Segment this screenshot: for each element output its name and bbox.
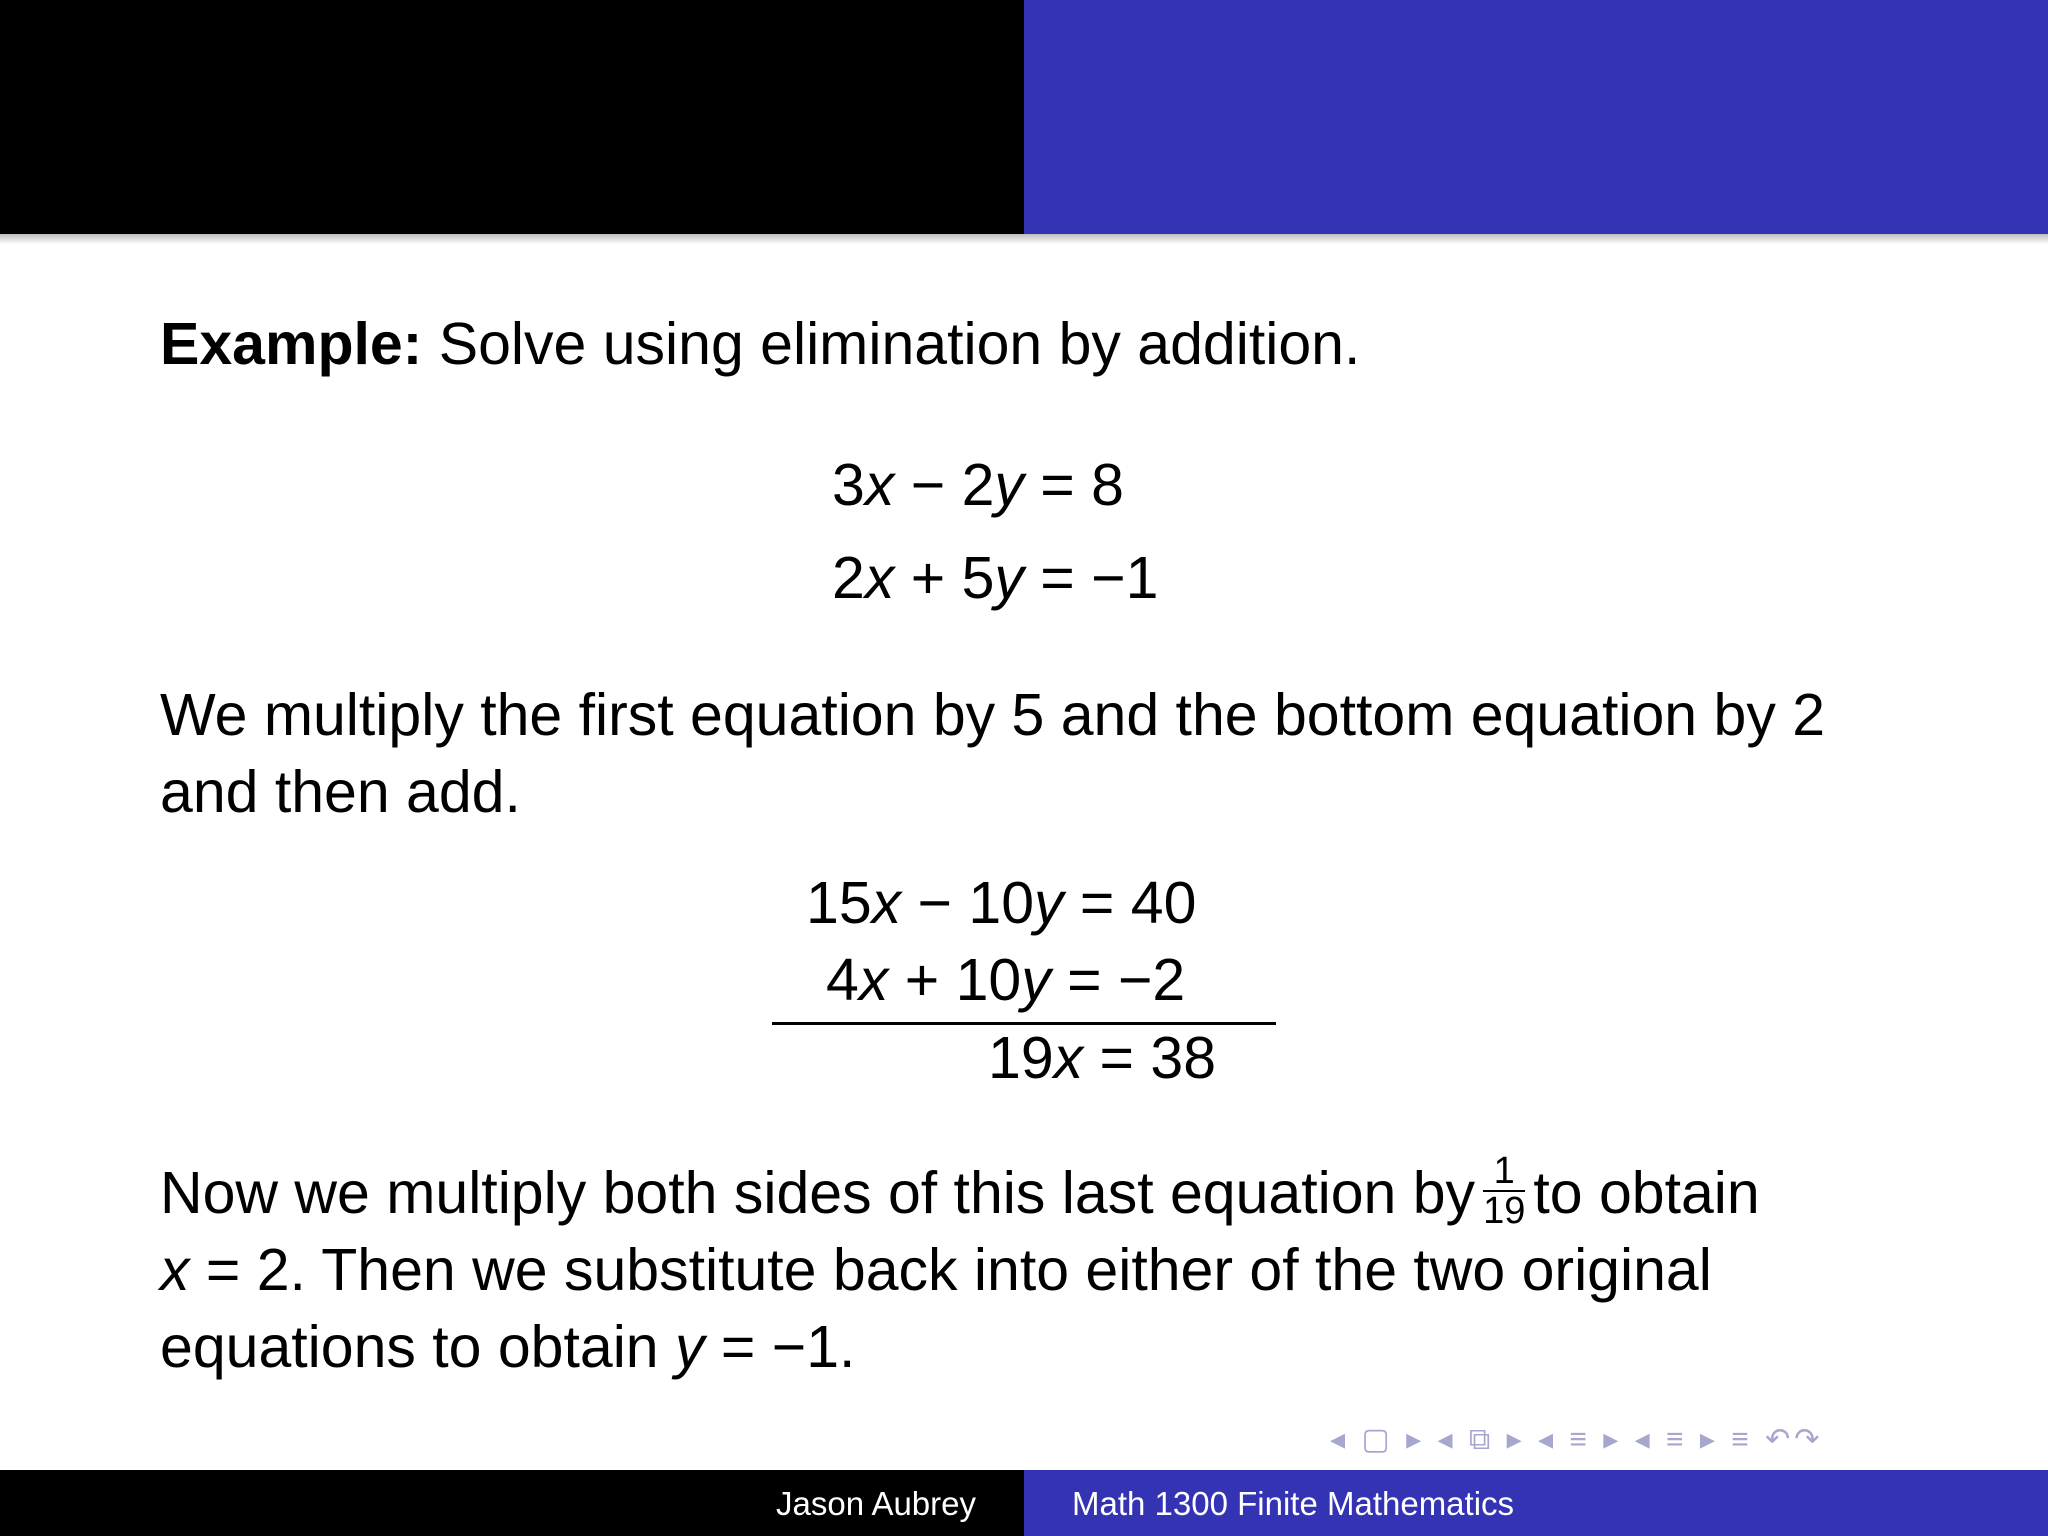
system2-equation1: 15x − 10y = 40: [806, 870, 1197, 936]
footer-author: Jason Aubrey: [776, 1485, 976, 1522]
fraction-one-nineteenth: $\frac{1}{19}$: [1483, 1150, 1526, 1233]
beamer-navigation-icons[interactable]: ◂ ▢ ▸ ◂ ⧉ ▸ ◂ ≡ ▸ ◂ ≡ ▸ ≡ ↶↷: [1330, 1423, 1824, 1456]
system2-sum: 19x = 38: [988, 1025, 1217, 1091]
footer-right-panel: [1024, 1470, 2048, 1536]
footer-course: Math 1300 Finite Mathematics: [1072, 1485, 1515, 1522]
paragraph2-line1: Now we multiply both sides of this last equation by $\frac{1}{19}$ to obtain: [160, 1150, 1760, 1233]
example-text: Solve using elimination by addition.: [422, 311, 1361, 377]
paragraph1-line1: We multiply the first equation by 5 and the bottom equation by 2: [160, 682, 1826, 748]
header-left-panel: [0, 0, 1024, 234]
header-right-panel: [1024, 0, 2048, 234]
system1-equation2: 2x + 5y = −1: [832, 545, 1159, 611]
header-shadow: [0, 234, 2048, 244]
system1-equation1: 3x − 2y = 8: [832, 452, 1124, 518]
slide-header: [0, 0, 2048, 234]
footer-left-panel: [0, 1470, 1024, 1536]
paragraph2-line3: equations to obtain y = −1.: [160, 1314, 856, 1380]
paragraph2-line2: x = 2. Then we substitute back into either of the two original: [160, 1237, 1712, 1303]
example-line: [160, 306, 1360, 383]
system2-equation2: 4x + 10y = −2: [826, 947, 1186, 1013]
example-label: Example:: [160, 311, 423, 377]
paragraph1-line2: and then add.: [160, 759, 521, 825]
